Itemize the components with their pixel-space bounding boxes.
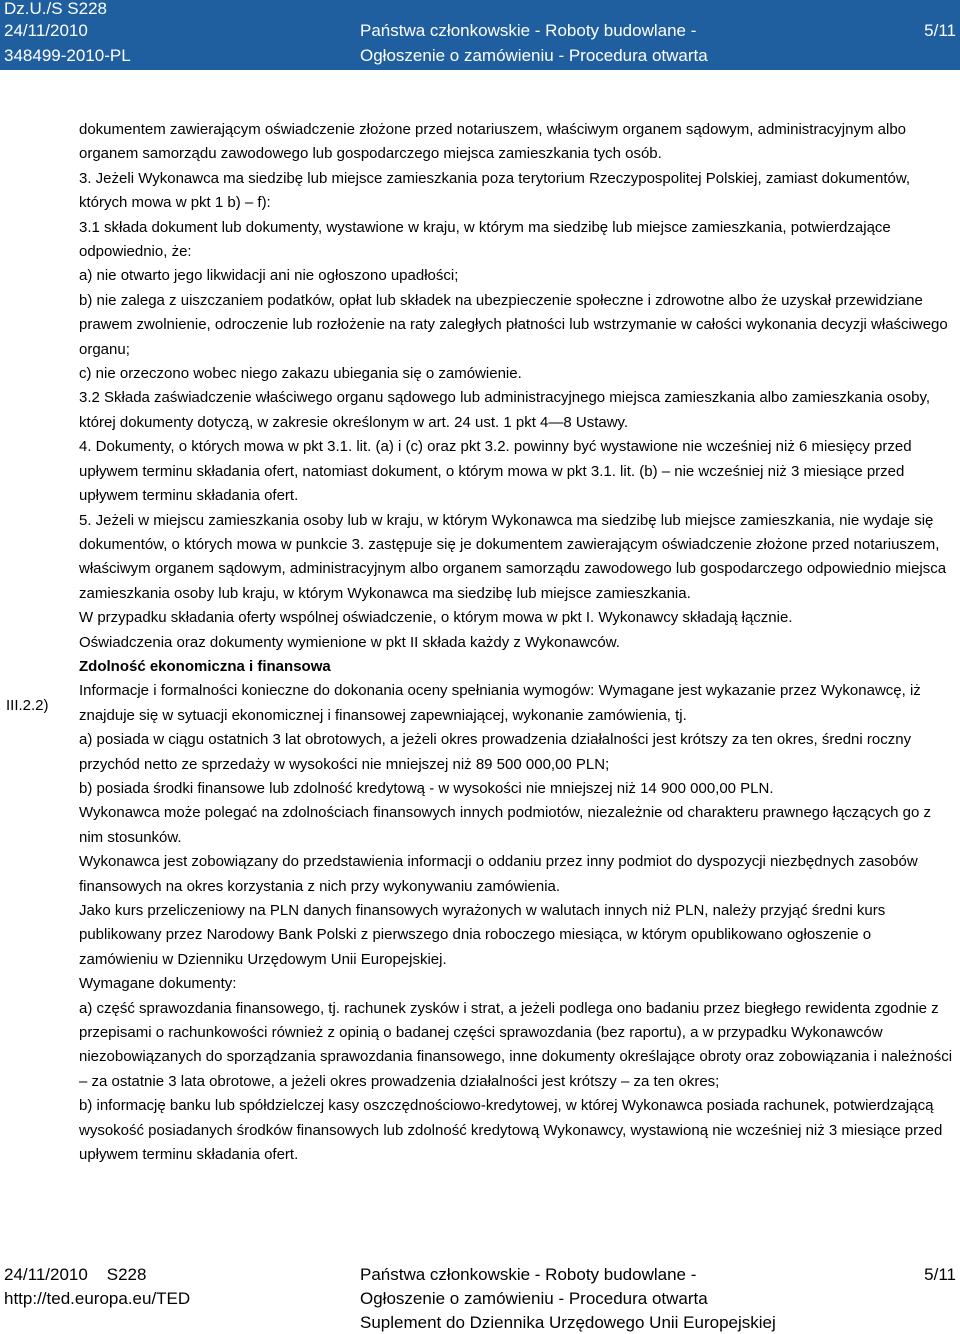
paragraph: b) informację banku lub spółdzielczej kasy oszczędnościowo-kredytowej, w której Wykonawca posiada rachunek, potwierdzającą wysokość posiadanych środków finansowych lub zdolność kredytową Wykonawcy, wystawioną nie wcześniej niż 3 miesiące przed upływem terminu składania ofert.: [79, 1097, 943, 1164]
paragraph: 3.1 składa dokument lub dokumenty, wystawione w kraju, w którym ma siedzibę lub miejsce zamieszkania, potwierdzające odpowiednio, że:: [79, 218, 891, 261]
paragraph: Wykonawca może polegać na zdolnościach finansowych innych podmiotów, niezależnie od charakteru prawnego łączących go z nim stosunków.: [79, 804, 932, 846]
paragraph: 3.2 Składa zaświadczenie właściwego organu sądowego lub administracyjnego miejsca zamieszkania albo zamieszkania osoby, której dokumenty dotyczą, w zakresie określonym w art. 24 ust. 1 pkt 4—8 Ustawy.: [79, 389, 931, 431]
paragraph: c) nie orzeczono wobec niego zakazu ubiegania się o zamówienie.: [79, 365, 522, 383]
page-header: [0, 0, 960, 70]
paragraph: Wykonawca jest zobowiązany do przedstawienia informacji o oddaniu przez inny podmiot do dyspozycji niezbędnych zasobów finansowych na okres korzystania z nich przy wykonywaniu zamówienia.: [79, 853, 918, 895]
paragraph: Wymagane dokumenty:: [79, 975, 237, 993]
header-doc-ref: Dz.U./S S228: [4, 0, 107, 18]
footer-title-line3: Suplement do Dziennika Urzędowego Unii Europejskiej: [360, 1313, 776, 1332]
section-number: III.2.2): [6, 697, 49, 714]
footer-title-line2: Ogłoszenie o zamówieniu - Procedura otwarta: [360, 1289, 708, 1308]
paragraph: W przypadku składania oferty wspólnej oświadczenie, o którym mowa w pkt I. Wykonawcy składają łącznie.: [79, 609, 793, 627]
footer-title-line1: Państwa członkowskie - Roboty budowlane -: [360, 1265, 697, 1284]
paragraph: b) nie zalega z uiszczaniem podatków, opłat lub składek na ubezpieczenie społeczne i zdrowotne albo że uzyskał przewidziane prawem zwolnienie, odroczenie lub rozłożenie na raty zaległych płatności lub wstrzymanie w całości wykonania decyzji właściwego organu;: [79, 291, 948, 358]
header-notice-id: 348499-2010-PL: [4, 46, 131, 65]
header-title-line2: Ogłoszenie o zamówieniu - Procedura otwarta: [360, 46, 708, 65]
footer-series: S228: [106, 1265, 147, 1284]
section-title: Zdolność ekonomiczna i finansowa: [79, 657, 331, 675]
paragraph: a) część sprawozdania finansowego, tj. rachunek zysków i strat, a jeżeli podlega ono badaniu przez biegłego rewidenta zgodnie z przepisami o rachunkowości również z opinią o badanej części sprawozdania (bez raportu), a w przypadku Wykonawców niezobowiązanych do sporządzania sprawozdania finansowego, inne dokumenty określające obroty oraz zobowiązania i należności – za ostatnie 3 lata obrotowe, a jeżeli okres prowadzenia działalności jest krótszy – za ten okres;: [79, 999, 953, 1090]
page-footer: [0, 1262, 960, 1334]
footer-date: 24/11/2010: [4, 1265, 88, 1284]
paragraph: Informacje i formalności konieczne do dokonania oceny spełniania wymogów: Wymagane jest wykazanie przez Wykonawcę, iż znajduje się w sytuacji ekonomicznej i finansowej zapewniającej, wykonanie zamówienia, tj.: [79, 682, 921, 724]
footer-url: http://ted.europa.eu/TED: [4, 1289, 191, 1308]
document-body: [79, 118, 954, 1167]
header-date: 24/11/2010: [4, 21, 88, 40]
footer-date-series: [4, 1264, 146, 1286]
paragraph: 4. Dokumenty, o których mowa w pkt 3.1. lit. (a) i (c) oraz pkt 3.2. powinny być wystawione nie wcześniej niż 6 miesięcy przed upływem terminu składania ofert, natomiast dokument, o którym mowa w pkt 3.1. lit. (b) – nie wcześniej niż 3 miesiące przed upływem terminu składania ofert.: [79, 438, 912, 505]
paragraph: a) nie otwarto jego likwidacji ani nie ogłoszono upadłości;: [79, 267, 459, 285]
paragraph: 3. Jeżeli Wykonawca ma siedzibę lub miejsce zamieszkania poza terytorium Rzeczypospolitej Polskiej, zamiast dokumentów, których mowa w pkt 1 b) – f):: [79, 169, 911, 212]
paragraph: Oświadczenia oraz dokumenty wymienione w pkt II składa każdy z Wykonawców.: [79, 633, 620, 651]
header-title-line1: Państwa członkowskie - Roboty budowlane -: [360, 21, 697, 40]
paragraph: a) posiada w ciągu ostatnich 3 lat obrotowych, a jeżeli okres prowadzenia działalności jest krótszy za ten okres, średni roczny przychód netto ze sprzedaży w wysokości nie mniejszej niż 89 500 000,00 PLN;: [79, 731, 912, 773]
paragraph: 5. Jeżeli w miejscu zamieszkania osoby lub w kraju, w którym Wykonawca ma siedzibę lub miejsce zamieszkania, nie wydaje się dokumentów, o których mowa w punkcie 3. zastępuje się je dokumentem zawierającym oświadczenie złożone przed notariuszem, właściwym organem sądowym, administracyjnym albo organem samorządu zawodowego lub gospodarczego odpowiednio miejsca zamieszkania osoby lub kraju, w którym Wykonawca ma siedzibę lub miejsce zamieszkania.: [79, 511, 947, 602]
footer-page-number: 5/11: [924, 1265, 956, 1284]
paragraph: b) posiada środki finansowe lub zdolność kredytową - w wysokości nie mniejszej niż 14 900 000,00 PLN.: [79, 779, 774, 797]
header-page-number: 5/11: [924, 21, 956, 40]
paragraph: dokumentem zawierającym oświadczenie złożone przed notariuszem, właściwym organem sądowym, administracyjnym albo organem samorządu zawodowego lub gospodarczego miejsca zamieszkania tych osób.: [79, 121, 906, 163]
paragraph: Jako kurs przeliczeniowy na PLN danych finansowych wyrażonych w walutach innych niż PLN, należy przyjąć średni kurs publikowany przez Narodowy Bank Polski z pierwszego dnia roboczego miesiąca, w którym opublikowano ogłoszenie o zamówieniu w Dzienniku Urzędowym Unii Europejskiej.: [79, 902, 886, 968]
